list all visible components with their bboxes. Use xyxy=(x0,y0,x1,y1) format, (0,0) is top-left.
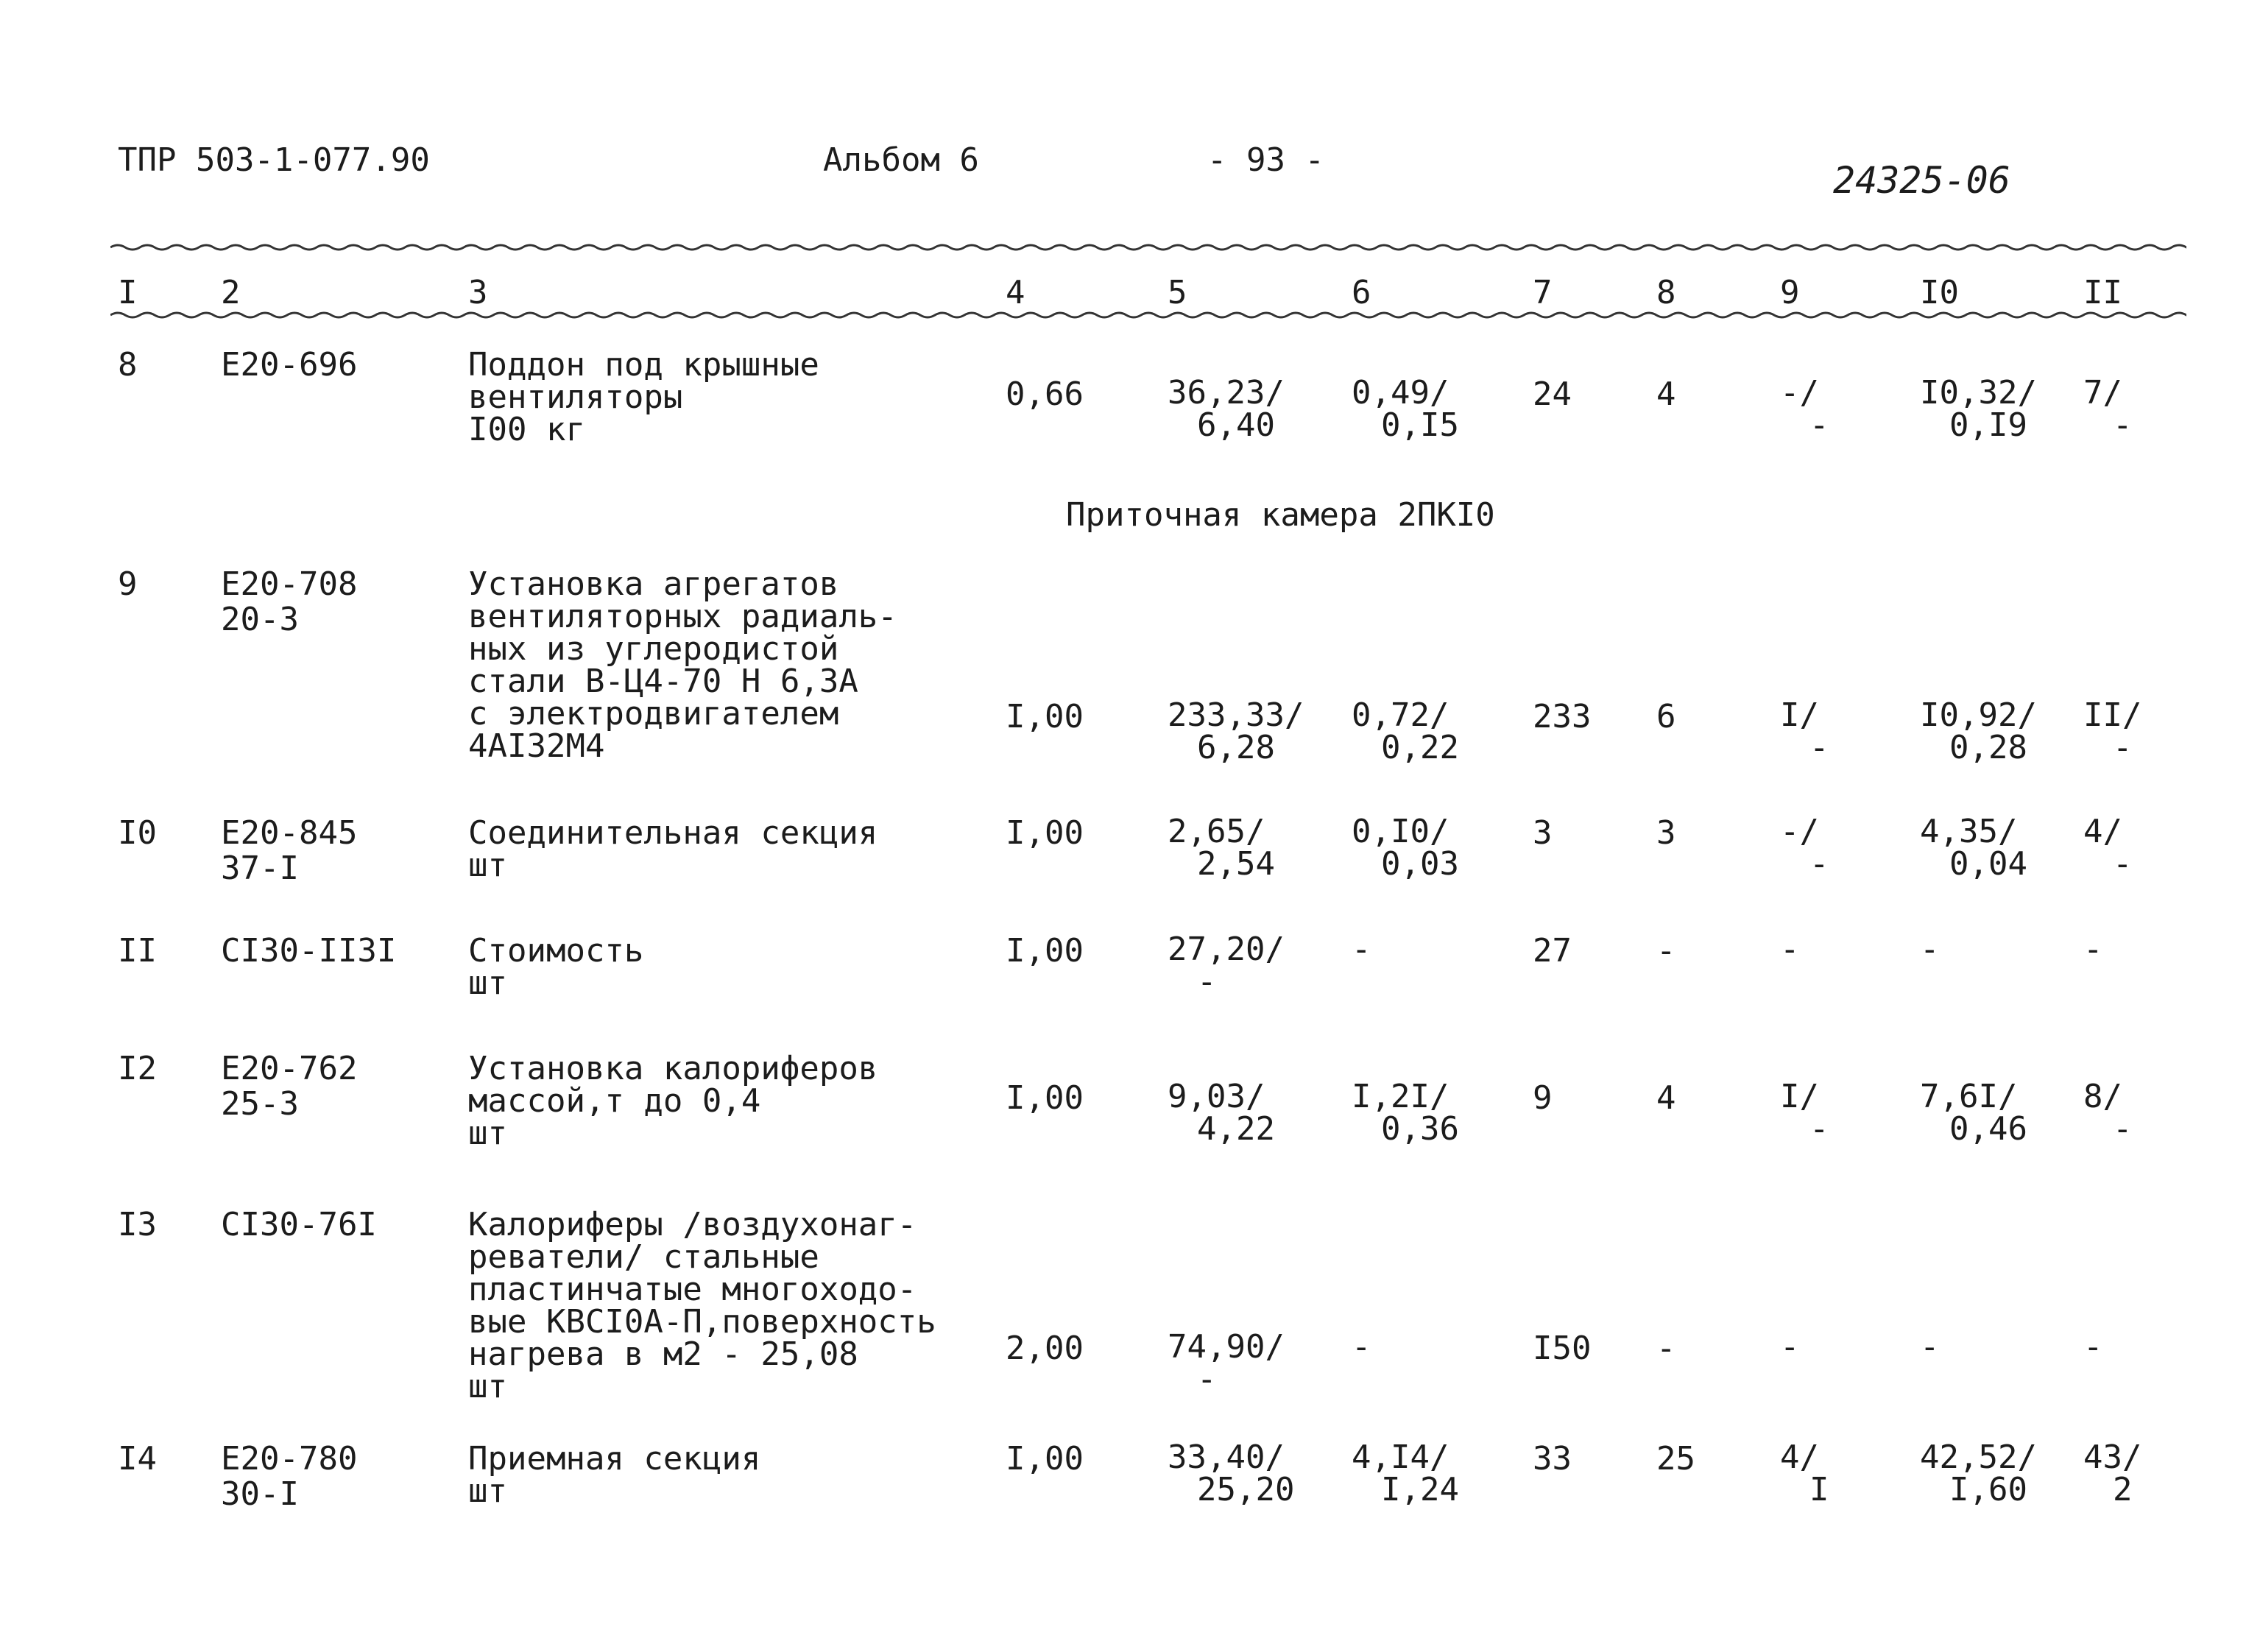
page-number: - 93 - xyxy=(1207,141,1324,179)
work-description: шт xyxy=(468,1115,507,1152)
c11-denominator xyxy=(2083,1363,2133,1396)
c11-numerator: II/ xyxy=(2083,696,2142,734)
work-description: шт xyxy=(468,964,507,1002)
c9-numerator: -/ xyxy=(1780,813,1819,850)
c11-numerator: 43/ xyxy=(2083,1439,2142,1476)
value-c9 xyxy=(1780,813,1829,883)
value-c6 xyxy=(1352,933,1401,998)
value-c5 xyxy=(1168,933,1285,998)
work-description: Соединительная секция xyxy=(468,814,878,852)
value-c8: 4 xyxy=(1656,375,1676,413)
column-number-2: 2 xyxy=(221,274,241,311)
work-description: пластинчатые многоходо- xyxy=(468,1271,917,1308)
value-c9 xyxy=(1780,1441,1829,1506)
c5-numerator: 36,23/ xyxy=(1168,374,1285,412)
value-c8: 3 xyxy=(1656,814,1676,852)
c6-numerator: 0,I0/ xyxy=(1352,813,1449,850)
c5-numerator: 33,40/ xyxy=(1168,1439,1285,1476)
c10-numerator: - xyxy=(1920,1328,1940,1366)
column-number-1: I xyxy=(118,274,138,311)
column-number-8: 8 xyxy=(1656,274,1676,311)
c9-numerator: I/ xyxy=(1780,1078,1819,1115)
value-c9 xyxy=(1780,933,1829,998)
value-c11 xyxy=(2083,1078,2133,1148)
norm-code: 25-3 xyxy=(221,1085,299,1123)
c10-denominator: 0,28 xyxy=(1949,729,2027,766)
c5-denominator: 6,28 xyxy=(1197,729,1275,766)
quantity: I,00 xyxy=(1006,814,1084,852)
c5-denominator: 6,40 xyxy=(1197,406,1275,444)
value-c10 xyxy=(1920,1328,1969,1396)
c10-numerator: - xyxy=(1920,931,1940,968)
c5-numerator: 2,65/ xyxy=(1168,813,1265,850)
quantity: 0,66 xyxy=(1006,375,1084,413)
value-c5 xyxy=(1168,1441,1294,1506)
c6-denominator: 0,03 xyxy=(1381,845,1459,883)
value-c7: 3 xyxy=(1533,814,1553,852)
quantity: I,00 xyxy=(1006,1440,1084,1478)
value-c5 xyxy=(1168,374,1285,444)
c11-numerator: 7/ xyxy=(2083,374,2122,412)
doc-code: ТПР 503-1-077.90 xyxy=(118,141,430,179)
c5-numerator: 9,03/ xyxy=(1168,1078,1265,1115)
column-number-6: 6 xyxy=(1352,274,1371,311)
c10-denominator xyxy=(1920,1363,1969,1396)
c6-denominator: 0,22 xyxy=(1381,729,1459,766)
value-c11 xyxy=(2083,696,2142,766)
work-description: шт xyxy=(468,1368,507,1405)
value-c5 xyxy=(1168,1328,1285,1398)
column-number-10: I0 xyxy=(1920,274,1959,311)
c5-denominator: - xyxy=(1197,963,1217,1000)
c11-denominator: - xyxy=(2113,1110,2133,1148)
c6-numerator: - xyxy=(1352,1328,1371,1366)
value-c7: 233 xyxy=(1533,698,1592,735)
c10-denominator xyxy=(1920,966,1969,998)
value-c9 xyxy=(1780,696,1829,766)
value-c6 xyxy=(1352,374,1459,444)
norm-code: 20-3 xyxy=(221,601,299,638)
work-description: Установка калориферов xyxy=(468,1050,878,1087)
value-c6 xyxy=(1352,1441,1459,1506)
work-description: Установка агрегатов xyxy=(468,565,839,603)
c10-denominator: I,60 xyxy=(1949,1471,2027,1508)
c10-numerator: I0,32/ xyxy=(1920,374,2037,412)
work-description: вентиляторы xyxy=(468,378,683,416)
value-c11 xyxy=(2083,1441,2141,1506)
value-c11 xyxy=(2083,933,2133,998)
work-description: с электродвигателем xyxy=(468,695,839,733)
value-c9 xyxy=(1780,1078,1829,1148)
inventory-stamp: 24325-06 xyxy=(1833,159,2010,202)
row-number: I0 xyxy=(118,814,157,852)
value-c6 xyxy=(1352,1328,1401,1396)
value-c10 xyxy=(1920,374,2037,444)
row-number: 9 xyxy=(118,565,138,603)
value-c8: 25 xyxy=(1656,1440,1695,1478)
c9-denominator: - xyxy=(1809,729,1829,766)
c5-denominator: 25,20 xyxy=(1197,1471,1295,1508)
row-number: II xyxy=(118,932,157,970)
work-description: Приемная секция xyxy=(468,1440,761,1478)
column-number-11: II xyxy=(2083,274,2122,311)
column-number-9: 9 xyxy=(1780,274,1800,311)
norm-code: СI30-76I xyxy=(221,1206,377,1243)
c9-denominator xyxy=(1780,966,1829,998)
value-c6 xyxy=(1352,813,1459,883)
work-description: вентиляторных радиаль- xyxy=(468,598,897,635)
c10-numerator: I0,92/ xyxy=(1920,696,2037,734)
value-c11 xyxy=(2083,813,2133,883)
column-number-5: 5 xyxy=(1168,274,1187,311)
value-c10 xyxy=(1920,1078,2027,1148)
work-description: стали В-Ц4-70 Н 6,3А xyxy=(468,663,858,700)
value-c5 xyxy=(1168,1078,1275,1148)
c6-denominator xyxy=(1352,966,1401,998)
c9-denominator: I xyxy=(1809,1471,1829,1508)
value-c10 xyxy=(1920,1441,2037,1506)
c11-denominator: - xyxy=(2113,729,2133,766)
c5-denominator: - xyxy=(1197,1360,1217,1398)
c6-numerator: I,2I/ xyxy=(1352,1078,1449,1115)
value-c8: - xyxy=(1656,932,1676,970)
c11-denominator: 2 xyxy=(2113,1471,2133,1508)
quantity: 2,00 xyxy=(1006,1330,1084,1367)
c6-denominator: 0,I5 xyxy=(1381,406,1459,444)
c6-numerator: 0,72/ xyxy=(1352,696,1449,734)
work-description: Стоимость xyxy=(468,932,644,970)
c11-numerator: - xyxy=(2083,1328,2103,1366)
value-c9 xyxy=(1780,1328,1829,1396)
c6-numerator: 0,49/ xyxy=(1352,374,1449,412)
c5-numerator: 74,90/ xyxy=(1168,1328,1285,1366)
c10-denominator: 0,I9 xyxy=(1949,406,2027,444)
row-number: 8 xyxy=(118,346,138,384)
c9-denominator xyxy=(1780,1363,1829,1396)
value-c8: - xyxy=(1656,1330,1676,1367)
c10-numerator: 42,52/ xyxy=(1920,1439,2037,1476)
norm-code: СI30-II3I xyxy=(221,932,397,970)
norm-code: Е20-762 xyxy=(221,1050,358,1087)
section-title: Приточная камера 2ПКI0 xyxy=(1066,496,1495,534)
c5-denominator: 4,22 xyxy=(1197,1110,1275,1148)
work-description: 4АI32М4 xyxy=(468,727,605,765)
value-c7: 9 xyxy=(1533,1079,1553,1117)
norm-code: Е20-708 xyxy=(221,565,358,603)
work-description: реватели/ стальные xyxy=(468,1238,819,1276)
value-c6 xyxy=(1352,1078,1459,1148)
row-number: I3 xyxy=(118,1206,157,1243)
top-wavy-rule xyxy=(110,240,2186,255)
c9-numerator: I/ xyxy=(1780,696,1819,734)
c9-numerator: 4/ xyxy=(1780,1439,1819,1476)
work-description: ных из углеродистой xyxy=(468,630,839,668)
c6-denominator: 0,36 xyxy=(1381,1110,1459,1148)
row-number: I4 xyxy=(118,1440,157,1478)
c11-numerator: - xyxy=(2083,931,2103,968)
c6-numerator: - xyxy=(1352,931,1371,968)
norm-code: Е20-696 xyxy=(221,346,358,384)
norm-code: 37-I xyxy=(221,850,299,887)
c6-denominator xyxy=(1352,1363,1401,1396)
column-number-3: 3 xyxy=(468,274,488,311)
value-c11 xyxy=(2083,1328,2133,1396)
c10-denominator: 0,04 xyxy=(1949,845,2027,883)
value-c6 xyxy=(1352,696,1459,766)
value-c7: 24 xyxy=(1533,375,1572,413)
c5-numerator: 27,20/ xyxy=(1168,931,1285,968)
value-c7: 27 xyxy=(1533,932,1572,970)
c10-denominator: 0,46 xyxy=(1949,1110,2027,1148)
column-number-7: 7 xyxy=(1533,274,1553,311)
value-c10 xyxy=(1920,813,2027,883)
c11-denominator: - xyxy=(2113,406,2133,444)
value-c5 xyxy=(1168,813,1275,883)
c10-numerator: 7,6I/ xyxy=(1920,1078,2018,1115)
work-description: Калориферы /воздухонаг- xyxy=(468,1206,917,1243)
work-description: массой,т до 0,4 xyxy=(468,1082,761,1120)
work-description: Поддон под крышные xyxy=(468,346,819,384)
c6-numerator: 4,I4/ xyxy=(1352,1439,1449,1476)
row-number: I2 xyxy=(118,1050,157,1087)
column-wavy-underline xyxy=(110,308,2186,322)
value-c5 xyxy=(1168,696,1304,766)
value-c7: 33 xyxy=(1533,1440,1572,1478)
value-c11 xyxy=(2083,374,2133,444)
album-label: Альбом 6 xyxy=(823,141,979,179)
work-description: шт xyxy=(468,847,507,884)
c9-numerator: - xyxy=(1780,1328,1800,1366)
c9-numerator: - xyxy=(1780,931,1800,968)
value-c7: I50 xyxy=(1533,1330,1592,1367)
value-c10 xyxy=(1920,696,2037,766)
quantity: I,00 xyxy=(1006,1079,1084,1117)
column-number-4: 4 xyxy=(1006,274,1025,311)
work-description: нагрева в м2 - 25,08 xyxy=(468,1335,858,1373)
c11-numerator: 8/ xyxy=(2083,1078,2122,1115)
c9-denominator: - xyxy=(1809,1110,1829,1148)
value-c8: 4 xyxy=(1656,1079,1676,1117)
c10-numerator: 4,35/ xyxy=(1920,813,2018,850)
c11-numerator: 4/ xyxy=(2083,813,2122,850)
value-c10 xyxy=(1920,933,1969,998)
quantity: I,00 xyxy=(1006,932,1084,970)
c9-denominator: - xyxy=(1809,406,1829,444)
value-c8: 6 xyxy=(1656,698,1676,735)
c9-denominator: - xyxy=(1809,845,1829,883)
c5-denominator: 2,54 xyxy=(1197,845,1275,883)
norm-code: 30-I xyxy=(221,1475,299,1513)
c6-denominator: I,24 xyxy=(1381,1471,1459,1508)
norm-code: Е20-780 xyxy=(221,1440,358,1478)
work-description: I00 кг xyxy=(468,411,585,448)
value-c9 xyxy=(1780,374,1829,444)
norm-code: Е20-845 xyxy=(221,814,358,852)
c11-denominator: - xyxy=(2113,845,2133,883)
quantity: I,00 xyxy=(1006,698,1084,735)
c5-numerator: 233,33/ xyxy=(1168,696,1304,734)
work-description: вые КВСI0А-П,поверхность xyxy=(468,1303,936,1341)
work-description: шт xyxy=(468,1472,507,1510)
c9-numerator: -/ xyxy=(1780,374,1819,412)
c11-denominator xyxy=(2083,966,2133,998)
